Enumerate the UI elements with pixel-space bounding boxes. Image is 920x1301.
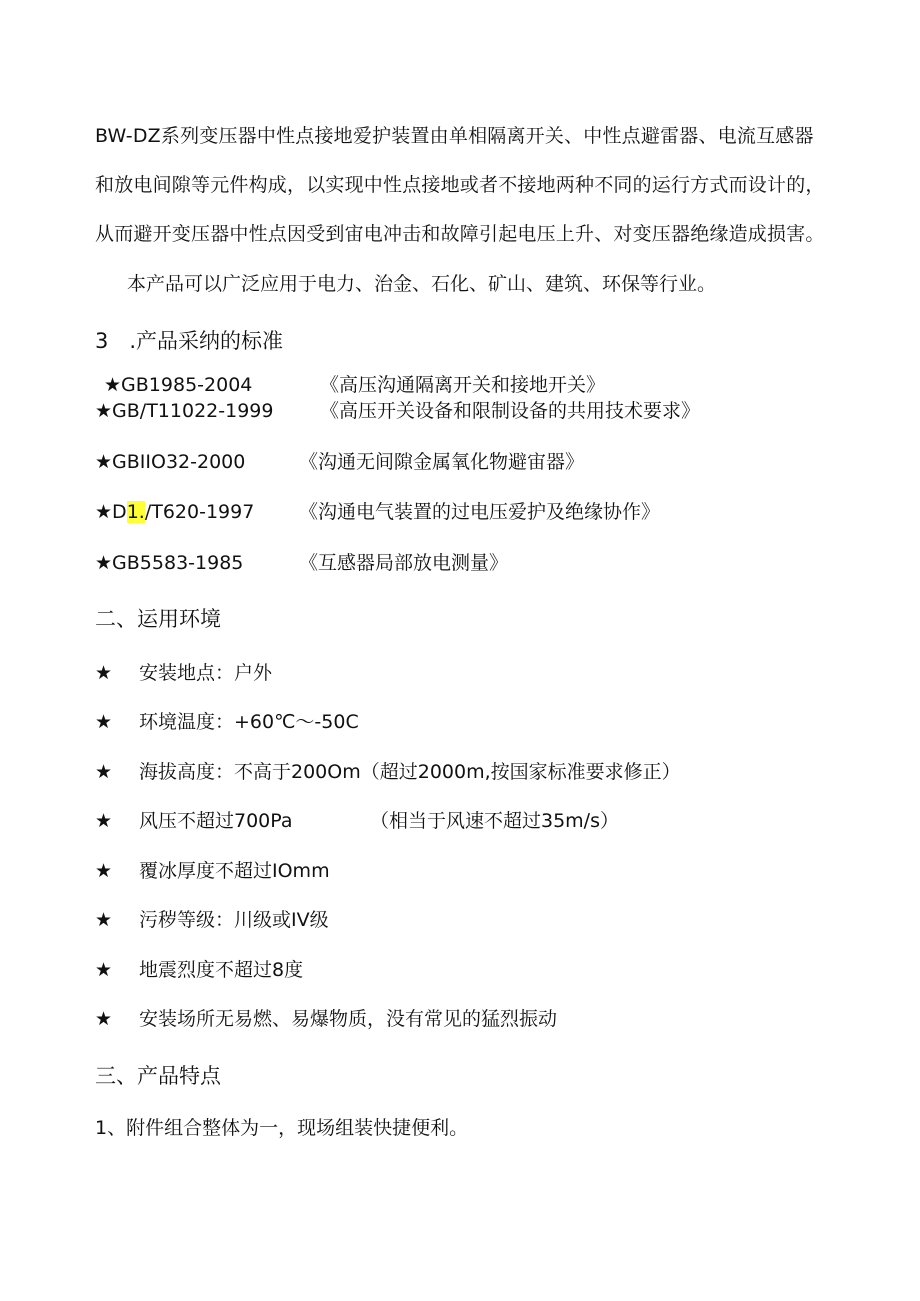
star-icon: ★ xyxy=(95,711,113,733)
standard-item-4 xyxy=(95,499,661,525)
env-text: 海拔高度：不高于200Om（超过2000m,按国家标准要求修正） xyxy=(139,761,681,783)
star-icon: ★ xyxy=(95,662,113,684)
standard-code: GB1985-2004 xyxy=(121,374,253,396)
standards-heading: 3 .产品采纳的标准 xyxy=(95,329,284,353)
star-icon: ★ xyxy=(95,1008,113,1030)
intro-line-3: 从而避开变压器中性点因受到宙电冲击和故障引起电压上升、对变压器绝缘造成损害。 xyxy=(95,223,825,245)
application-paragraph: 本产品可以广泛应用于电力、治金、石化、矿山、建筑、环保等行业。 xyxy=(127,273,717,295)
env-item-temperature xyxy=(95,709,359,735)
star-icon: ★ xyxy=(95,451,113,473)
standard-item-2 xyxy=(95,398,701,424)
star-icon: ★ xyxy=(95,552,113,574)
env-text: 环境温度：+60℃～-50C xyxy=(139,711,359,733)
env-item-pollution xyxy=(95,907,329,933)
standard-code: GB/T11022-1999 xyxy=(112,400,274,422)
star-icon: ★ xyxy=(95,860,113,882)
feature-item-1: 1、附件组合整体为一，现场组装快捷便利。 xyxy=(95,1117,469,1139)
features-heading: 三、产品特点 xyxy=(95,1064,221,1088)
standard-item-5 xyxy=(95,550,509,576)
env-text: 风压不超过700Pa xyxy=(139,810,293,832)
star-icon: ★ xyxy=(95,810,113,832)
env-note: （相当于风速不超过35m∕s） xyxy=(370,810,619,832)
standard-code-prefix: D xyxy=(112,501,127,523)
standard-item-1 xyxy=(104,372,606,398)
standard-code: GB5583-1985 xyxy=(112,552,244,574)
standard-title: 《沟通电气装置的过电压爱护及绝缘协作》 xyxy=(299,501,661,523)
highlighted-text: 1. xyxy=(126,501,145,523)
standard-title: 《互感器局部放电测量》 xyxy=(299,552,509,574)
env-text: 安装场所无易燃、易爆物质，没有常见的猛烈振动 xyxy=(139,1008,558,1030)
standard-code: GBIIO32-2000 xyxy=(112,451,246,473)
env-text: 安装地点：户外 xyxy=(139,662,273,684)
star-icon: ★ xyxy=(95,400,113,422)
star-icon: ★ xyxy=(95,959,113,981)
env-text: 地震烈度不超过8度 xyxy=(139,959,304,981)
star-icon: ★ xyxy=(95,761,113,783)
intro-line-2: 和放电间隙等元件构成，以实现中性点接地或者不接地两种不同的运行方式而设计的， xyxy=(95,174,825,196)
env-text: 覆冰厚度不超过IOmm xyxy=(139,860,330,882)
env-item-seismic xyxy=(95,957,303,983)
star-icon: ★ xyxy=(95,501,113,523)
star-icon: ★ xyxy=(104,374,122,396)
env-text: 污秽等级：川级或IV级 xyxy=(139,909,329,931)
standard-title: 《高压开关设备和限制设备的共用技术要求》 xyxy=(320,400,701,422)
env-item-ice xyxy=(95,858,330,884)
standard-item-3 xyxy=(95,449,585,475)
intro-line-1: BW-DZ系列变压器中性点接地爱护装置由单相隔离开关、中性点避雷器、电流互感器 xyxy=(95,125,814,147)
env-item-location xyxy=(95,660,272,686)
env-item-wind-pressure xyxy=(95,808,619,834)
standard-title: 《高压沟通隔离开关和接地开关》 xyxy=(320,374,606,396)
standard-title: 《沟通无间隙金属氧化物避宙器》 xyxy=(299,451,585,473)
environment-heading: 二、运用环境 xyxy=(95,607,221,631)
star-icon: ★ xyxy=(95,909,113,931)
env-item-site xyxy=(95,1006,557,1032)
standard-code-suffix: /T620-1997 xyxy=(144,501,255,523)
env-item-altitude xyxy=(95,759,681,785)
